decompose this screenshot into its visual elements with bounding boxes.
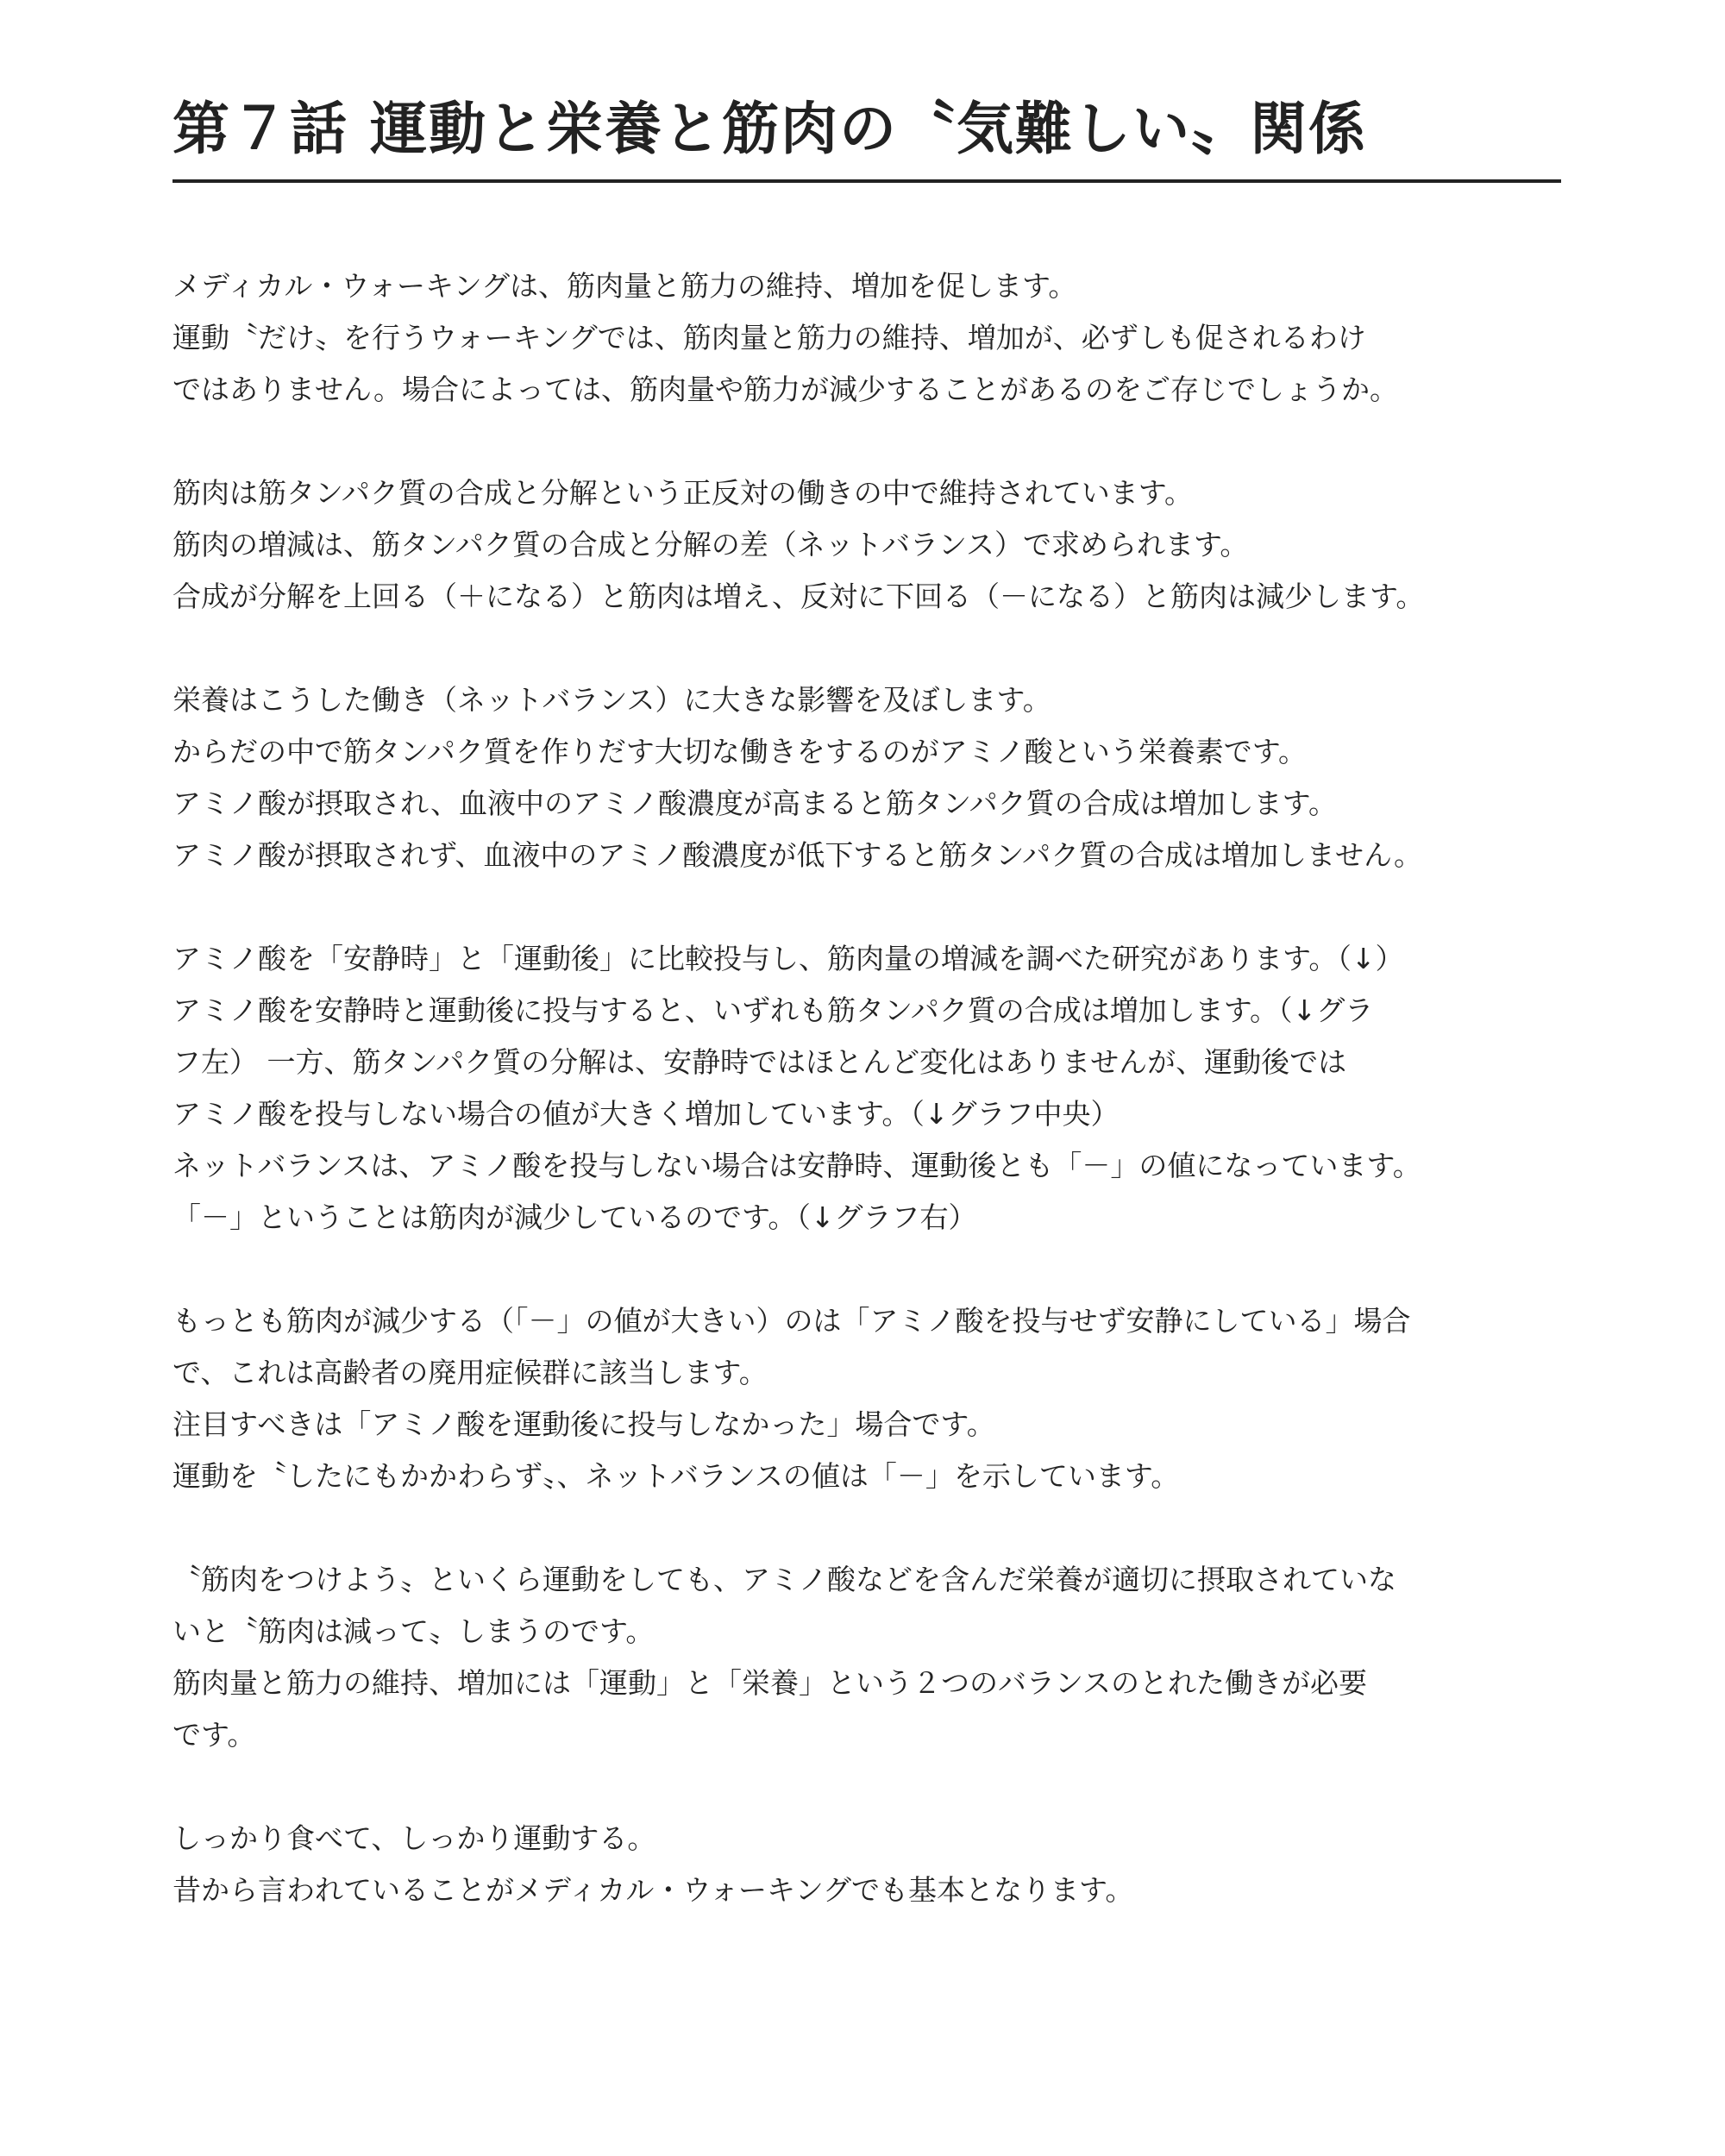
text-line: で、これは高齢者の廃用症候群に該当します。: [172, 1356, 768, 1389]
paragraph: [172, 260, 1561, 416]
paragraph: [172, 1813, 1561, 1916]
text-line: 運動を〝したにもかかわらず〟、ネットバランスの値は「－」を示しています。: [172, 1459, 1180, 1493]
text-line: 筋肉は筋タンパク質の合成と分解という正反対の働きの中で維持されています。: [172, 476, 1194, 510]
text-line: 昔から言われていることがメディカル・ウォーキングでも基本となります。: [172, 1873, 1134, 1907]
page-title: 第７話 運動と栄養と筋肉の〝気難しい〟関係: [172, 86, 1561, 183]
text-line: アミノ酸が摂取されず、血液中のアミノ酸濃度が低下すると筋タンパク質の合成は増加しません。: [172, 838, 1423, 872]
paragraph: [172, 674, 1561, 881]
text-line: アミノ酸を安静時と運動後に投与すると、いずれも筋タンパク質の合成は増加します。（↓グラ: [172, 993, 1374, 1027]
text-line: しっかり食べて、しっかり運動する。: [172, 1821, 656, 1855]
text-line: 筋肉量と筋力の維持、増加には「運動」と「栄養」という２つのバランスのとれた働きが必要: [172, 1666, 1368, 1700]
document-page: [172, 86, 1561, 1968]
text-line: 〝筋肉をつけよう〟といくら運動をしても、アミノ酸などを含んだ栄養が適切に摂取されていな: [172, 1563, 1396, 1596]
text-line: です。: [172, 1718, 256, 1752]
text-line: からだの中で筋タンパク質を作りだす大切な働きをするのがアミノ酸という栄養素です。: [172, 735, 1308, 768]
text-line: アミノ酸が摂取され、血液中のアミノ酸濃度が高まると筋タンパク質の合成は増加します。: [172, 787, 1338, 820]
paragraph: [172, 933, 1561, 1244]
text-line: ではありません。場合によっては、筋肉量や筋力が減少することがあるのをご存じでしょうか。: [172, 373, 1398, 406]
text-line: いと〝筋肉は減って〟しまうのです。: [172, 1614, 655, 1648]
text-line: ネットバランスは、アミノ酸を投与しない場合は安静時、運動後とも「－」の値になっています。: [172, 1149, 1421, 1182]
paragraph: [172, 1295, 1561, 1502]
text-line: 筋肉の増減は、筋タンパク質の合成と分解の差（ネットバランス）で求められます。: [172, 528, 1249, 561]
text-line: 注目すべきは「アミノ酸を運動後に投与しなかった」場合です。: [172, 1407, 995, 1441]
text-line: 「－」ということは筋肉が減少しているのです。（↓グラフ右）: [172, 1200, 977, 1234]
text-line: 合成が分解を上回る（＋になる）と筋肉は増え、反対に下回る（－になる）と筋肉は減少します。: [172, 580, 1425, 613]
text-line: フ左） 一方、筋タンパク質の分解は、安静時ではほとんど変化はありませんが、運動後では: [172, 1045, 1347, 1079]
text-line: 栄養はこうした働き（ネットバランス）に大きな影響を及ぼします。: [172, 683, 1051, 717]
text-line: 運動〝だけ〟を行うウォーキングでは、筋肉量と筋力の維持、増加が、必ずしも促されるわけ: [172, 321, 1366, 354]
paragraph: [172, 467, 1561, 623]
text-line: アミノ酸を「安静時」と「運動後」に比較投与し、筋肉量の増減を調べた研究があります。（↓）: [172, 942, 1404, 975]
paragraph: [172, 1554, 1561, 1761]
body-text: [172, 260, 1561, 1916]
text-line: もっとも筋肉が減少する（「－」の値が大きい）のは「アミノ酸を投与せず安静にしている」場合: [172, 1304, 1411, 1338]
text-line: メディカル・ウォーキングは、筋肉量と筋力の維持、増加を促します。: [172, 269, 1077, 303]
text-line: アミノ酸を投与しない場合の値が大きく増加しています。（↓グラフ中央）: [172, 1097, 1120, 1131]
